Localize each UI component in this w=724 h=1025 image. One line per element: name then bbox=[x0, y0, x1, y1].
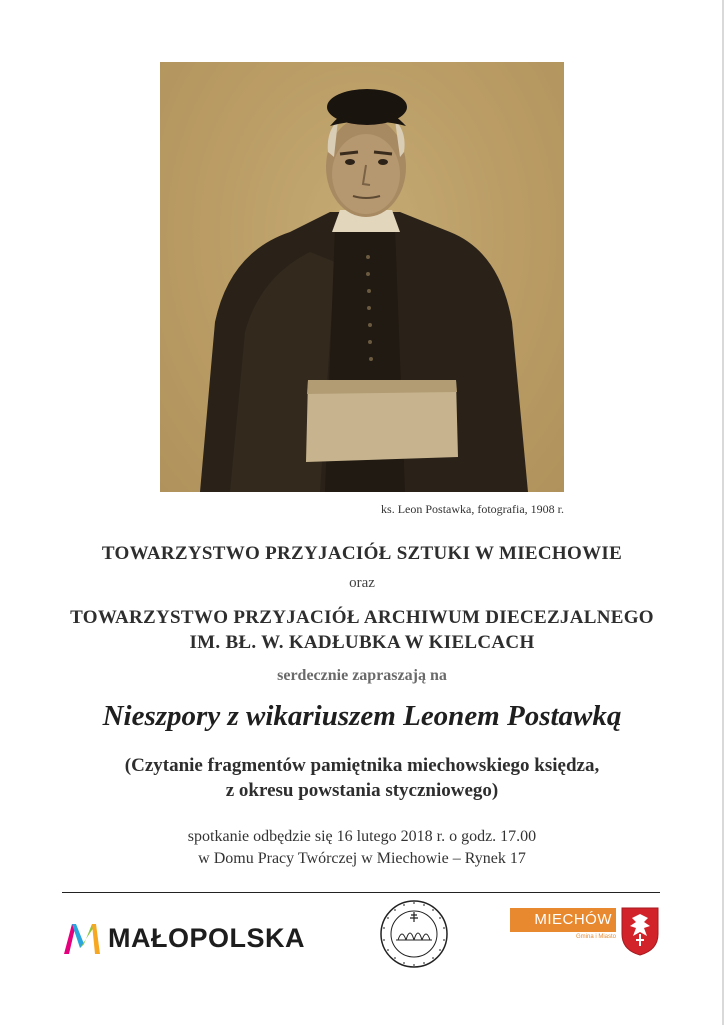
event-subtitle-line1: (Czytanie fragmentów pamiętnika miechowskiego księdza, bbox=[124, 755, 600, 776]
event-title: Nieszpory z wikariuszem Leonem Postawką bbox=[102, 700, 622, 732]
event-subtitle bbox=[40, 753, 684, 803]
miechow-wordmark: MIECHÓW bbox=[534, 911, 612, 928]
miechow-subtitle: Gmina i Miasto bbox=[575, 934, 616, 940]
malopolska-logo bbox=[62, 918, 322, 958]
invitation-text: serdecznie zapraszają na bbox=[277, 667, 447, 684]
malopolska-wordmark: MAŁOPOLSKA bbox=[108, 923, 305, 953]
photo-caption: ks. Leon Postawka, fotografia, 1908 r. bbox=[381, 502, 564, 516]
organizer-secondary bbox=[40, 605, 684, 655]
gallery-seal-icon bbox=[378, 898, 450, 970]
miechow-logo bbox=[510, 906, 662, 966]
event-date-line: spotkanie odbędzie się 16 lutego 2018 r. o godz. 17.00 bbox=[187, 828, 537, 845]
event-details bbox=[40, 826, 684, 870]
event-venue-line: w Domu Pracy Twórczej w Miechowie – Rynek 17 bbox=[198, 850, 526, 867]
portrait-photo bbox=[160, 62, 564, 492]
organizer-secondary-line2: IM. BŁ. W. KADŁUBKA W KIELCACH bbox=[189, 632, 535, 653]
organizer-secondary-line1: TOWARZYSTWO PRZYJACIÓŁ ARCHIWUM DIECEZJALNEGO bbox=[70, 607, 654, 628]
conjunction-text: oraz bbox=[349, 575, 375, 591]
eagle-shield-icon bbox=[620, 906, 660, 956]
malopolska-mark-icon bbox=[62, 920, 102, 956]
organizer-primary: TOWARZYSTWO PRZYJACIÓŁ SZTUKI W MIECHOWIE bbox=[101, 543, 623, 564]
event-subtitle-line2: z okresu powstania styczniowego) bbox=[225, 780, 499, 801]
footer-divider bbox=[62, 892, 660, 893]
